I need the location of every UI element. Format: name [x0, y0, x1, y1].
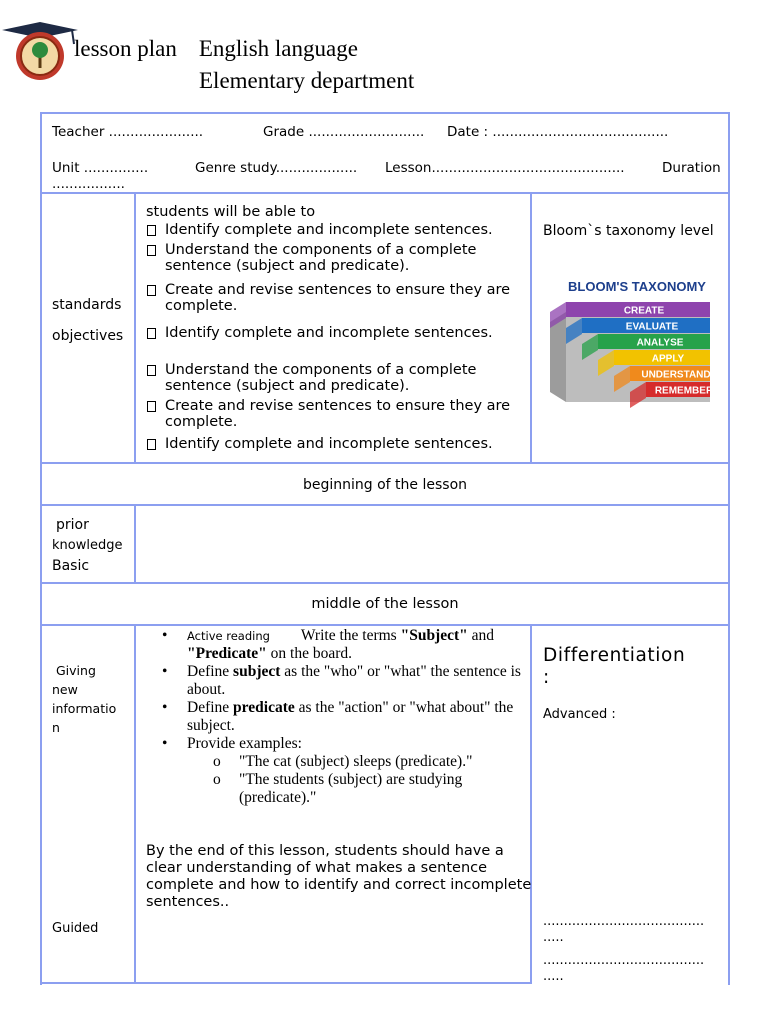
bloom-step-label: UNDERSTAND — [641, 369, 711, 381]
objective-item: Understand the components of a complete sentence (subject and predicate). — [146, 242, 528, 274]
beginning-heading: beginning of the lesson — [302, 477, 468, 493]
duration-field: Duration — [662, 160, 721, 176]
example-item: o "The students (subject) are studying (predicate)." — [213, 771, 463, 806]
list-item: • Define predicate as the "action" or "what about" the subject. — [162, 699, 514, 734]
document-subtitle: Elementary department — [199, 68, 415, 93]
checkbox-glyph-icon — [147, 328, 156, 339]
lesson-field: Lesson............................................. — [385, 160, 625, 176]
checkbox-glyph-icon — [147, 285, 156, 296]
advanced-label: Advanced : — [543, 707, 616, 722]
lesson-summary: By the end of this lesson, students should have a clear understanding of what makes a sentence complete and how to identify and correct incomplete sentences.. — [146, 843, 532, 910]
list-item: • Provide examples: o "The cat (subject) sleeps (predicate)." o "The students (subject) are studying (predicate)." — [161, 735, 529, 807]
checkbox-glyph-icon — [147, 245, 156, 256]
differentiation-dots: ....................................... ..... ....................................... ..... — [543, 914, 705, 984]
objective-item: Identify complete and incomplete sentences. — [146, 436, 528, 452]
checkbox-glyph-icon — [147, 439, 156, 450]
bloom-step-label: APPLY — [651, 353, 685, 365]
objective-item: Identify complete and incomplete sentences. — [146, 222, 528, 238]
standards-label: standards — [52, 297, 122, 313]
list-item: • Define subject as the "who" or "what" the sentence is about. — [162, 663, 521, 698]
objective-item: Create and revise sentences to ensure they are complete. — [146, 282, 528, 314]
objectives-label: objectives — [52, 328, 124, 344]
objectives-cell — [146, 204, 528, 452]
teacher-field: Teacher ...................... — [52, 124, 204, 140]
date-field: Date : ......................................... — [447, 124, 669, 140]
objective-item: Understand the components of a complete sentence (subject and predicate). — [146, 362, 528, 394]
checkbox-glyph-icon — [147, 225, 156, 236]
genre-study-field: Genre study................... — [195, 160, 358, 176]
prior-knowledge-label: prior — [56, 517, 89, 533]
bloom-taxonomy-chart — [550, 272, 712, 412]
bloom-step-label: ANALYSE — [636, 337, 684, 349]
checkbox-glyph-icon — [147, 365, 156, 376]
duration-dots: ................. — [52, 176, 125, 192]
school-logo-icon — [2, 10, 78, 82]
guided-label: Guided — [52, 921, 99, 936]
document-title: lesson plan English language — [74, 36, 358, 61]
bloom-step-label: REMEMBER — [654, 385, 712, 397]
bloom-step-label: CREATE — [623, 305, 665, 317]
grade-field: Grade ........................... — [263, 124, 425, 140]
objective-item: Identify complete and incomplete sentences. — [146, 325, 528, 341]
giving-new-information-label: Giving new informatio n — [52, 663, 117, 735]
bloom-step-label: EVALUATE — [625, 321, 679, 333]
example-item: o "The cat (subject) sleeps (predicate)." — [213, 753, 473, 770]
objective-item: Create and revise sentences to ensure they are complete. — [146, 398, 528, 430]
list-item: • Active reading Write the terms "Subject" and "Predicate" on the board. — [162, 627, 495, 662]
objectives-intro: students will be able to — [146, 204, 316, 220]
bloom-taxonomy-label: Bloom`s taxonomy level — [543, 223, 714, 239]
differentiation-heading: Differentiation : — [543, 645, 686, 688]
bloom-chart-title: BLOOM'S TAXONOMY — [568, 279, 706, 294]
checkbox-glyph-icon — [147, 401, 156, 412]
unit-field: Unit ............... — [52, 160, 149, 176]
middle-heading: middle of the lesson — [311, 596, 459, 612]
prior-knowledge-label-2: knowledge Basic — [52, 538, 123, 574]
new-information-cell — [161, 627, 529, 807]
